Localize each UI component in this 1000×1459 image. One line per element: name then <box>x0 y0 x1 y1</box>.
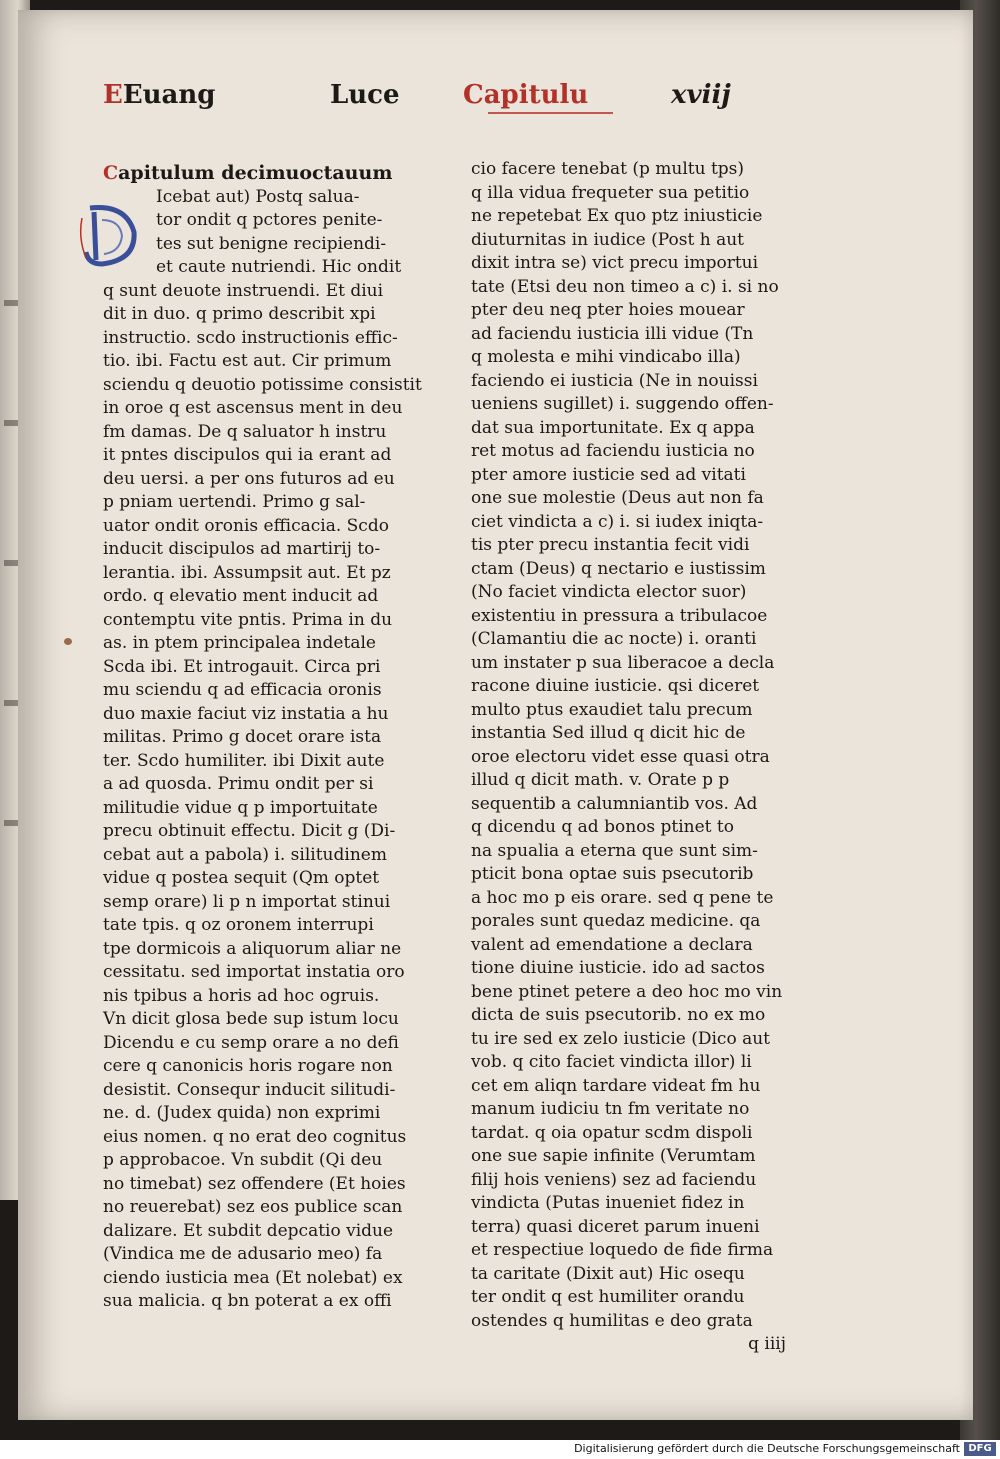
text-line: et caute nutriendi. Hic ondit <box>156 257 402 277</box>
text-line: ret motus ad faciendu iusticia no <box>471 441 755 461</box>
text-line: ciendo iusticia mea (Et nolebat) ex <box>103 1267 403 1288</box>
text-line: cebat aut a pabola) i. silitudinem <box>103 844 387 865</box>
text-line: valent ad emendatione a declara <box>471 934 753 955</box>
text-line: sua malicia. q bn poterat a ex offi <box>103 1291 392 1311</box>
text-line: instantia Sed illud q dicit hic de <box>471 723 746 743</box>
text-line: desistit. Consequr inducit silitudi- <box>103 1079 396 1100</box>
text-line: ne. d. (Judex quida) non exprimi <box>103 1103 381 1123</box>
text-line: filij hois veniens) sez ad faciendu <box>471 1169 757 1190</box>
text-line: Dicendu e cu semp orare a no defi <box>103 1032 399 1053</box>
text-line: sciendu q deuotio potissime consistit <box>103 374 422 395</box>
text-line: ueniens sugillet) i. suggendo offen- <box>471 394 774 414</box>
text-line: vidue q postea sequit (Qm optet <box>103 868 380 888</box>
text-line: a hoc mo p eis orare. sed q pene te <box>471 887 774 908</box>
running-head-euang: EEuang <box>103 80 216 110</box>
text-line: tate (Etsi deu non timeo a c) i. si no <box>471 276 779 297</box>
text-column-left <box>103 162 422 1314</box>
text-line: ad faciendu iusticia illi vidue (Tn <box>471 323 754 344</box>
text-line: militudie vidue q p importuitate <box>103 797 378 818</box>
signature-mark: q iiij <box>748 1334 786 1354</box>
text-line: uator ondit oronis efficacia. Scdo <box>103 515 389 536</box>
text-line: racone diuine iusticie. qsi diceret <box>471 676 760 696</box>
text-line: pter deu neq pter hoies mouear <box>471 300 745 320</box>
text-line: tardat. q oia opatur scdm dispoli <box>471 1122 753 1143</box>
text-line: ciet vindicta a c) i. si iudex iniqta- <box>471 511 764 532</box>
text-line: tpe dormicois a aliquorum aliar ne <box>103 938 402 959</box>
text-line: it pntes discipulos qui ia erant ad <box>103 445 392 465</box>
manuscript-page <box>18 10 973 1420</box>
text-line: um instater p sua liberacoe a decla <box>471 652 775 673</box>
text-line: precu obtinuit effectu. Dicit g (Di- <box>103 821 396 841</box>
text-line: tor ondit q pctores penite- <box>156 210 383 230</box>
text-line: in oroe q est ascensus ment in deu <box>103 398 403 418</box>
text-line: inducit discipulos ad martirij to- <box>103 539 381 559</box>
text-line: dat sua importunitate. Ex q appa <box>471 417 755 438</box>
text-line: faciendo ei iusticia (Ne in nouissi <box>471 370 758 391</box>
text-line: ne repetebat Ex quo ptz iniusticie <box>471 206 763 226</box>
text-line: nis tpibus a horis ad hoc ogruis. <box>103 985 380 1006</box>
running-head-red-rule <box>488 112 613 114</box>
text-line: tione diuine iusticie. ido ad sactos <box>471 958 765 978</box>
text-line: existentiu in pressura a tribulacoe <box>471 605 768 626</box>
text-line: tio. ibi. Factu est aut. Cir primum <box>103 351 392 371</box>
text-line: no timebat) sez offendere (Et hoies <box>103 1173 406 1194</box>
text-line: et respectiue loquedo de fide firma <box>471 1240 774 1260</box>
text-line: tes sut benigne recipiendi- <box>156 233 387 254</box>
text-line: deu uersi. a per ons futuros ad eu <box>103 468 395 489</box>
text-line: cessitatu. sed importat instatia oro <box>103 962 405 982</box>
text-line: q molesta e mihi vindicabo illa) <box>471 347 741 367</box>
paper-stain <box>64 638 72 645</box>
text-line: ordo. q elevatio ment inducit ad <box>103 586 379 606</box>
footer-bar <box>0 1440 1000 1459</box>
text-line: vob. q cito faciet vindicta illor) li <box>471 1052 752 1072</box>
text-line: semp orare) li p n importat stinui <box>103 891 391 912</box>
text-line: one sue sapie infinite (Verumtam <box>471 1146 756 1166</box>
funding-notice: Digitalisierung gefördert durch die Deutsche Forschungsgemeinschaft <box>574 1442 960 1455</box>
text-line: porales sunt quedaz medicine. qa <box>471 911 761 931</box>
text-line: na spualia a eterna que sunt sim- <box>471 840 758 861</box>
text-line: fm damas. De q saluator h instru <box>103 421 387 442</box>
text-line: instructio. scdo instructionis effic- <box>103 327 398 348</box>
text-line: dit in duo. q primo describit xpi <box>103 304 376 324</box>
text-line: ter ondit q est humiliter orandu <box>471 1287 745 1307</box>
text-line: cio facere tenebat (p multu tps) <box>471 159 745 179</box>
text-line: lerantia. ibi. Assumpsit aut. Et pz <box>103 562 391 583</box>
text-line: vindicta (Putas inueniet fidez in <box>471 1193 745 1213</box>
text-line: oroe electoru videt esse quasi otra <box>471 746 770 767</box>
text-line: tu ire sed ex zelo iusticie (Dico aut <box>471 1028 771 1049</box>
text-line: cere q canonicis horis rogare non <box>103 1056 393 1076</box>
text-line: ostendes q humilitas e deo grata <box>471 1310 753 1331</box>
text-line: (No faciet vindicta elector suor) <box>471 582 747 602</box>
running-head-capitulu: Capitulu <box>463 80 589 110</box>
text-line: militas. Primo g docet orare ista <box>103 727 382 747</box>
text-line: (Clamantiu die ac nocte) i. oranti <box>471 629 757 649</box>
text-line: eius nomen. q no erat deo cognitus <box>103 1126 407 1147</box>
text-line: q dicendu q ad bonos ptinet to <box>471 817 734 837</box>
text-line: as. in ptem principalea indetale <box>103 633 376 653</box>
text-line: manum iudiciu tn fm veritate no <box>471 1099 750 1119</box>
dfg-logo: DFG <box>964 1442 996 1456</box>
text-line: pticit bona optae suis psecutorib <box>471 864 754 884</box>
text-line: ter. Scdo humiliter. ibi Dixit aute <box>103 750 385 771</box>
text-line: q illa vidua frequeter sua petitio <box>471 182 750 203</box>
chapter-heading: Capitulum decimuoctauum <box>103 162 393 184</box>
text-line: pter amore iusticie sed ad vitati <box>471 464 746 485</box>
text-line: one sue molestie (Deus aut non fa <box>471 488 764 508</box>
text-line: contemptu vite pntis. Prima in du <box>103 609 393 630</box>
text-line: a ad quosda. Primu ondit per si <box>103 774 374 794</box>
text-line: Icebat aut) Postq salua- <box>156 186 360 207</box>
text-line: Scda ibi. Et introgauit. Circa pri <box>103 656 381 677</box>
text-line: Vn dicit glosa bede sup istum locu <box>103 1009 399 1029</box>
running-head-folio-number: xviij <box>671 80 731 110</box>
text-line: p pniam uertendi. Primo g sal- <box>103 492 366 512</box>
text-line: ctam (Deus) q nectario e iustissim <box>471 558 766 579</box>
text-line: sequentib a calumniantib vos. Ad <box>471 793 758 814</box>
text-line: ta caritate (Dixit aut) Hic osequ <box>471 1263 745 1284</box>
text-line: dixit intra se) vict precu importui <box>471 253 759 273</box>
text-line: p approbacoe. Vn subdit (Qi deu <box>103 1150 383 1170</box>
text-line: cet em aliqn tardare videat fm hu <box>471 1075 761 1096</box>
text-line: multo ptus exaudiet talu precum <box>471 699 753 720</box>
text-line: dalizare. Et subdit depcatio vidue <box>103 1220 394 1241</box>
text-column-right <box>471 158 796 1357</box>
text-line: tis pter precu instantia fecit vidi <box>471 535 750 555</box>
text-line: (Vindica me de adusario meo) fa <box>103 1244 383 1264</box>
text-line: dicta de suis psecutorib. no ex mo <box>471 1005 766 1025</box>
text-line: duo maxie faciut viz instatia a hu <box>103 703 389 724</box>
text-line: no reuerebat) sez eos publice scan <box>103 1197 403 1217</box>
text-line: diuturnitas in iudice (Post h aut <box>471 229 744 250</box>
text-line: tate tpis. q oz oronem interrupi <box>103 915 374 935</box>
text-line: illud q dicit math. v. Orate p p <box>471 770 730 790</box>
text-line: mu sciendu q ad efficacia oronis <box>103 680 382 700</box>
text-line: terra) quasi diceret parum inueni <box>471 1216 760 1237</box>
text-line: q sunt deuote instruendi. Et diui <box>103 280 384 301</box>
left-column-lines <box>103 186 422 1314</box>
running-head-luce: Luce <box>330 80 400 110</box>
text-line: bene ptinet petere a deo hoc mo vin <box>471 981 783 1002</box>
right-column-lines <box>471 158 796 1333</box>
